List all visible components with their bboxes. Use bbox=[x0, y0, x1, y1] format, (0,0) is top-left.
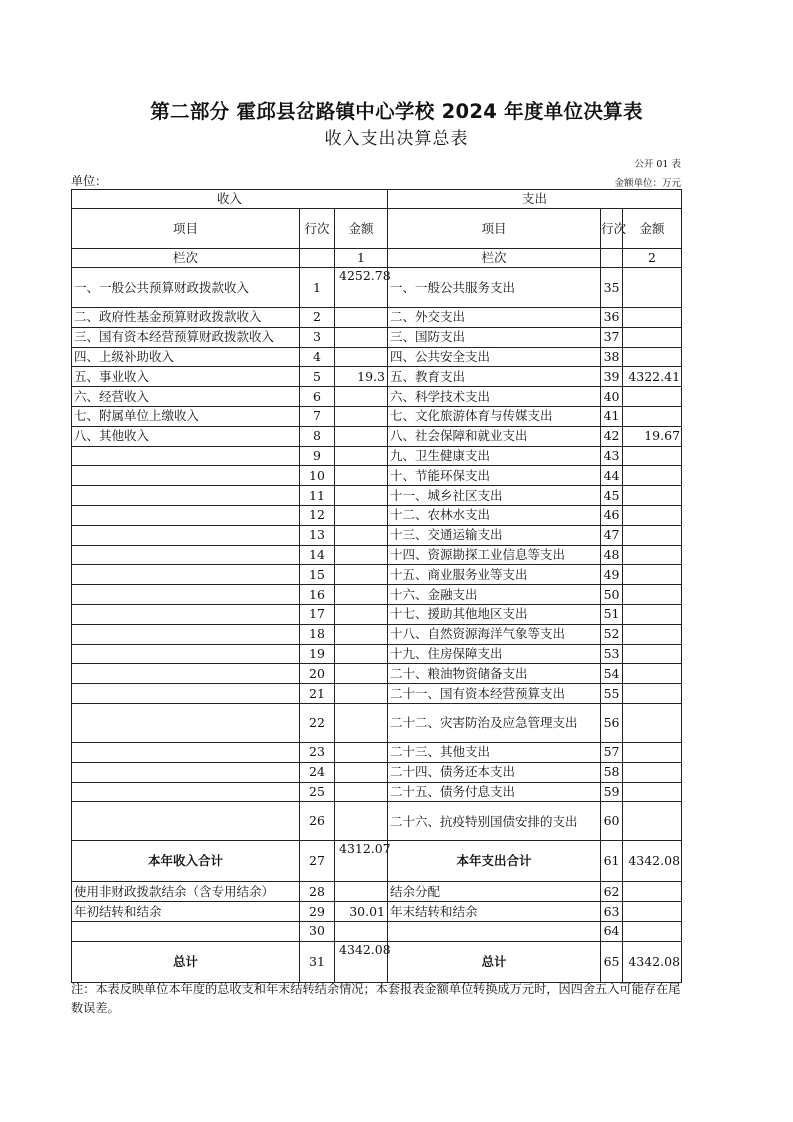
income-amount bbox=[335, 486, 388, 506]
income-item bbox=[72, 644, 300, 664]
income-item: 二、政府性基金预算财政拨款收入 bbox=[72, 308, 300, 328]
income-amount: 4342.08 bbox=[335, 941, 388, 982]
expense-item: 年末结转和结余 bbox=[388, 902, 601, 922]
expense-line-no: 54 bbox=[601, 664, 623, 684]
expense-item: 十九、住房保障支出 bbox=[388, 644, 601, 664]
expense-amount: 4342.08 bbox=[623, 841, 682, 882]
table-row bbox=[72, 644, 682, 664]
income-line-no: 13 bbox=[300, 525, 335, 545]
expense-amount: 4342.08 bbox=[623, 941, 682, 982]
expense-header: 支出 bbox=[388, 190, 682, 209]
table-row bbox=[72, 545, 682, 565]
income-item: 五、事业收入 bbox=[72, 367, 300, 387]
income-item bbox=[72, 585, 300, 605]
expense-line-no: 51 bbox=[601, 604, 623, 624]
income-amount: 19.3 bbox=[335, 367, 388, 387]
income-line-no: 8 bbox=[300, 426, 335, 446]
income-item: 七、附属单位上缴收入 bbox=[72, 406, 300, 426]
income-amount bbox=[335, 406, 388, 426]
income-item bbox=[72, 921, 300, 941]
expense-amount bbox=[623, 782, 682, 802]
income-amount bbox=[335, 565, 388, 585]
expense-item: 七、文化旅游体育与传媒支出 bbox=[388, 406, 601, 426]
section-header-row bbox=[72, 190, 682, 209]
expense-line-no: 61 bbox=[601, 841, 623, 882]
expense-item: 八、社会保障和就业支出 bbox=[388, 426, 601, 446]
income-item: 一、一般公共预算财政拨款收入 bbox=[72, 268, 300, 308]
income-amount bbox=[335, 664, 388, 684]
total-row bbox=[72, 941, 682, 982]
table-row bbox=[72, 902, 682, 922]
income-line-no: 11 bbox=[300, 486, 335, 506]
income-amount bbox=[335, 466, 388, 486]
expense-amount bbox=[623, 624, 682, 644]
expense-line-no: 38 bbox=[601, 347, 623, 367]
table-row bbox=[72, 624, 682, 644]
expense-item: 十三、交通运输支出 bbox=[388, 525, 601, 545]
income-line-no: 18 bbox=[300, 624, 335, 644]
expense-item: 二十一、国有资本经营预算支出 bbox=[388, 684, 601, 704]
footnote: 注：本表反映单位本年度的总收支和年末结转结余情况；本套报表金额单位转换成万元时，因四舍五入可能存在尾数误差。 bbox=[71, 982, 681, 1015]
lanci-right: 栏次 bbox=[388, 249, 601, 268]
expense-item: 六、科学技术支出 bbox=[388, 387, 601, 407]
income-amount bbox=[335, 525, 388, 545]
income-item bbox=[72, 505, 300, 525]
income-amount bbox=[335, 387, 388, 407]
expense-item: 二十四、债务还本支出 bbox=[388, 762, 601, 782]
income-item bbox=[72, 762, 300, 782]
lanci-left: 栏次 bbox=[72, 249, 300, 268]
expense-line-no: 43 bbox=[601, 446, 623, 466]
income-amount bbox=[335, 327, 388, 347]
expense-item: 四、公共安全支出 bbox=[388, 347, 601, 367]
expense-amount bbox=[623, 802, 682, 841]
income-line-no: 21 bbox=[300, 684, 335, 704]
expense-amount bbox=[623, 406, 682, 426]
income-amount bbox=[335, 505, 388, 525]
income-line-no: 23 bbox=[300, 742, 335, 762]
expense-line-no: 62 bbox=[601, 882, 623, 902]
income-amount bbox=[335, 585, 388, 605]
expense-item: 本年支出合计 bbox=[388, 841, 601, 882]
form-number: 公开 01 表 bbox=[634, 159, 681, 170]
income-item: 六、经营收入 bbox=[72, 387, 300, 407]
income-item bbox=[72, 466, 300, 486]
income-amount bbox=[335, 426, 388, 446]
expense-item: 二十三、其他支出 bbox=[388, 742, 601, 762]
income-amount bbox=[335, 742, 388, 762]
income-line-no: 19 bbox=[300, 644, 335, 664]
income-line-no: 10 bbox=[300, 466, 335, 486]
income-line-no: 30 bbox=[300, 921, 335, 941]
lanci-right-line bbox=[601, 249, 623, 268]
expense-amount bbox=[623, 902, 682, 922]
income-line-no: 16 bbox=[300, 585, 335, 605]
expense-line-no: 57 bbox=[601, 742, 623, 762]
expense-line-no: 64 bbox=[601, 921, 623, 941]
expense-amount bbox=[623, 486, 682, 506]
expense-item: 二十五、债务付息支出 bbox=[388, 782, 601, 802]
income-line-no: 17 bbox=[300, 604, 335, 624]
expense-item: 五、教育支出 bbox=[388, 367, 601, 387]
income-line-no: 4 bbox=[300, 347, 335, 367]
income-line-no: 3 bbox=[300, 327, 335, 347]
income-line-no: 6 bbox=[300, 387, 335, 407]
income-line-no: 1 bbox=[300, 268, 335, 308]
income-amount bbox=[335, 921, 388, 941]
expense-item bbox=[388, 921, 601, 941]
income-amount bbox=[335, 624, 388, 644]
income-amount bbox=[335, 782, 388, 802]
expense-amount bbox=[623, 268, 682, 308]
expense-item: 十二、农林水支出 bbox=[388, 505, 601, 525]
income-item bbox=[72, 545, 300, 565]
expense-amount bbox=[623, 684, 682, 704]
expense-line-no: 42 bbox=[601, 426, 623, 446]
income-item bbox=[72, 742, 300, 762]
income-line-no: 5 bbox=[300, 367, 335, 387]
income-item: 本年收入合计 bbox=[72, 841, 300, 882]
income-line-no: 28 bbox=[300, 882, 335, 902]
table-row bbox=[72, 525, 682, 545]
expense-amount bbox=[623, 565, 682, 585]
expense-item: 二、外交支出 bbox=[388, 308, 601, 328]
expense-amount bbox=[623, 387, 682, 407]
expense-line-no: 37 bbox=[601, 327, 623, 347]
expense-line-no: 53 bbox=[601, 644, 623, 664]
unit-label: 单位： bbox=[71, 174, 108, 188]
expense-line-no: 55 bbox=[601, 684, 623, 704]
income-header: 收入 bbox=[72, 190, 388, 209]
income-amount bbox=[335, 762, 388, 782]
expense-amount bbox=[623, 446, 682, 466]
table-row bbox=[72, 742, 682, 762]
col-amount-header-right: 金额 bbox=[623, 209, 682, 249]
table-row bbox=[72, 308, 682, 328]
table-row bbox=[72, 921, 682, 941]
expense-amount: 4322.41 bbox=[623, 367, 682, 387]
column-header-row bbox=[72, 209, 682, 249]
table-row bbox=[72, 684, 682, 704]
table-row bbox=[72, 466, 682, 486]
expense-amount bbox=[623, 644, 682, 664]
expense-line-no: 58 bbox=[601, 762, 623, 782]
expense-amount bbox=[623, 585, 682, 605]
expense-line-no: 65 bbox=[601, 941, 623, 982]
income-amount: 4312.07 bbox=[335, 841, 388, 882]
table-row bbox=[72, 703, 682, 742]
income-item: 三、国有资本经营预算财政拨款收入 bbox=[72, 327, 300, 347]
income-line-no: 25 bbox=[300, 782, 335, 802]
income-amount bbox=[335, 347, 388, 367]
expense-line-no: 59 bbox=[601, 782, 623, 802]
expense-amount bbox=[623, 742, 682, 762]
expense-line-no: 56 bbox=[601, 703, 623, 742]
lanci-row bbox=[72, 249, 682, 268]
expense-item: 二十六、抗疫特别国债安排的支出 bbox=[388, 802, 601, 841]
table-row bbox=[72, 604, 682, 624]
income-amount bbox=[335, 545, 388, 565]
income-item: 四、上级补助收入 bbox=[72, 347, 300, 367]
lanci-right-no: 2 bbox=[623, 249, 682, 268]
income-item: 八、其他收入 bbox=[72, 426, 300, 446]
expense-amount bbox=[623, 762, 682, 782]
expense-item: 十一、城乡社区支出 bbox=[388, 486, 601, 506]
expense-item: 十、节能环保支出 bbox=[388, 466, 601, 486]
income-amount: 30.01 bbox=[335, 902, 388, 922]
income-item bbox=[72, 664, 300, 684]
expense-line-no: 41 bbox=[601, 406, 623, 426]
expense-amount bbox=[623, 664, 682, 684]
expense-amount bbox=[623, 703, 682, 742]
expense-item: 结余分配 bbox=[388, 882, 601, 902]
income-amount bbox=[335, 308, 388, 328]
income-amount bbox=[335, 604, 388, 624]
col-amount-header: 金额 bbox=[335, 209, 388, 249]
income-item bbox=[72, 525, 300, 545]
table-row bbox=[72, 762, 682, 782]
income-amount bbox=[335, 644, 388, 664]
expense-amount bbox=[623, 466, 682, 486]
table-row bbox=[72, 387, 682, 407]
income-item bbox=[72, 624, 300, 644]
income-expense-table bbox=[71, 189, 682, 983]
expense-amount bbox=[623, 525, 682, 545]
table-row bbox=[72, 664, 682, 684]
table-title: 收入支出决算总表 bbox=[324, 129, 469, 149]
income-line-no: 7 bbox=[300, 406, 335, 426]
expense-item: 十四、资源勘探工业信息等支出 bbox=[388, 545, 601, 565]
expense-item: 一、一般公共服务支出 bbox=[388, 268, 601, 308]
expense-item: 二十、粮油物资储备支出 bbox=[388, 664, 601, 684]
income-line-no: 15 bbox=[300, 565, 335, 585]
expense-line-no: 48 bbox=[601, 545, 623, 565]
lanci-left-line bbox=[300, 249, 335, 268]
table-row bbox=[72, 782, 682, 802]
col-item-header-right: 项目 bbox=[388, 209, 601, 249]
expense-item: 总计 bbox=[388, 941, 601, 982]
income-line-no: 26 bbox=[300, 802, 335, 841]
table-row bbox=[72, 347, 682, 367]
expense-line-no: 52 bbox=[601, 624, 623, 644]
income-item bbox=[72, 684, 300, 704]
income-item bbox=[72, 604, 300, 624]
table-row bbox=[72, 486, 682, 506]
income-line-no: 14 bbox=[300, 545, 335, 565]
expense-item: 九、卫生健康支出 bbox=[388, 446, 601, 466]
table-row bbox=[72, 446, 682, 466]
expense-line-no: 60 bbox=[601, 802, 623, 841]
expense-amount bbox=[623, 882, 682, 902]
table-row bbox=[72, 268, 682, 308]
income-line-no: 12 bbox=[300, 505, 335, 525]
expense-item: 三、国防支出 bbox=[388, 327, 601, 347]
income-line-no: 29 bbox=[300, 902, 335, 922]
expense-amount bbox=[623, 921, 682, 941]
income-line-no: 2 bbox=[300, 308, 335, 328]
income-amount bbox=[335, 703, 388, 742]
lanci-left-no: 1 bbox=[335, 249, 388, 268]
expense-line-no: 47 bbox=[601, 525, 623, 545]
income-item: 使用非财政拨款结余（含专用结余） bbox=[72, 882, 300, 902]
table-row bbox=[72, 406, 682, 426]
income-item bbox=[72, 802, 300, 841]
income-item bbox=[72, 486, 300, 506]
expense-item: 十六、金融支出 bbox=[388, 585, 601, 605]
table-row bbox=[72, 367, 682, 387]
expense-item: 十七、援助其他地区支出 bbox=[388, 604, 601, 624]
expense-line-no: 39 bbox=[601, 367, 623, 387]
income-item: 年初结转和结余 bbox=[72, 902, 300, 922]
expense-line-no: 46 bbox=[601, 505, 623, 525]
table-row bbox=[72, 327, 682, 347]
income-line-no: 9 bbox=[300, 446, 335, 466]
income-item bbox=[72, 703, 300, 742]
expense-item: 十八、自然资源海洋气象等支出 bbox=[388, 624, 601, 644]
income-item bbox=[72, 446, 300, 466]
income-line-no: 24 bbox=[300, 762, 335, 782]
expense-item: 十五、商业服务业等支出 bbox=[388, 565, 601, 585]
col-item-header: 项目 bbox=[72, 209, 300, 249]
expense-line-no: 40 bbox=[601, 387, 623, 407]
table-row bbox=[72, 505, 682, 525]
table-row bbox=[72, 426, 682, 446]
expense-line-no: 45 bbox=[601, 486, 623, 506]
subtotal-row bbox=[72, 841, 682, 882]
expense-amount bbox=[623, 545, 682, 565]
income-item bbox=[72, 565, 300, 585]
table-row bbox=[72, 882, 682, 902]
expense-line-no: 44 bbox=[601, 466, 623, 486]
income-amount bbox=[335, 684, 388, 704]
col-line-header: 行次 bbox=[300, 209, 335, 249]
expense-line-no: 63 bbox=[601, 902, 623, 922]
expense-amount bbox=[623, 327, 682, 347]
income-line-no: 27 bbox=[300, 841, 335, 882]
table-row bbox=[72, 565, 682, 585]
col-line-header-right: 行次 bbox=[601, 209, 623, 249]
table-row bbox=[72, 585, 682, 605]
income-amount: 4252.78 bbox=[335, 268, 388, 308]
income-item bbox=[72, 782, 300, 802]
income-item: 总计 bbox=[72, 941, 300, 982]
expense-amount bbox=[623, 308, 682, 328]
expense-amount bbox=[623, 505, 682, 525]
page-title: 第二部分 霍邱县岔路镇中心学校 2024 年度单位决算表 bbox=[150, 100, 643, 123]
expense-line-no: 35 bbox=[601, 268, 623, 308]
table-row bbox=[72, 802, 682, 841]
income-amount bbox=[335, 802, 388, 841]
expense-amount bbox=[623, 347, 682, 367]
income-line-no: 20 bbox=[300, 664, 335, 684]
income-amount bbox=[335, 446, 388, 466]
income-line-no: 31 bbox=[300, 941, 335, 982]
income-amount bbox=[335, 882, 388, 902]
expense-line-no: 50 bbox=[601, 585, 623, 605]
expense-item: 二十二、灾害防治及应急管理支出 bbox=[388, 703, 601, 742]
amount-unit: 金额单位：万元 bbox=[614, 178, 681, 189]
expense-line-no: 49 bbox=[601, 565, 623, 585]
expense-amount bbox=[623, 604, 682, 624]
income-line-no: 22 bbox=[300, 703, 335, 742]
expense-amount: 19.67 bbox=[623, 426, 682, 446]
expense-line-no: 36 bbox=[601, 308, 623, 328]
